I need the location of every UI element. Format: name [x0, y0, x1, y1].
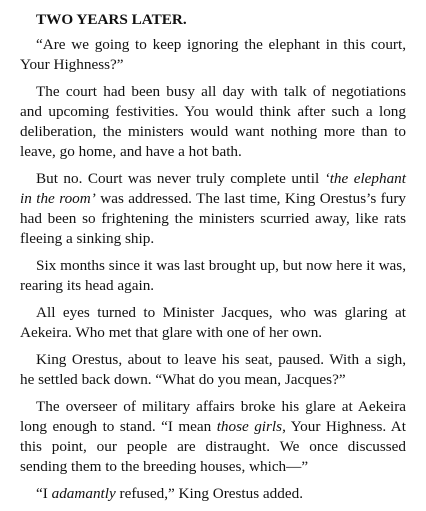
text-run: The overseer of military affairs broke his glare at Aekeira long enough to stand. “I mean [20, 398, 406, 435]
paragraph [20, 256, 406, 296]
text-run: , Your Highness. At this point, our people are distraught. We once discussed sending them to the breeding houses, which—” [20, 418, 406, 475]
text-run: refused,” King Orestus added. [115, 485, 303, 502]
book-page [20, 10, 406, 511]
paragraph [20, 169, 406, 249]
italic-text: those girls [216, 418, 283, 435]
text-run: “Are we going to keep ignoring the elephant in this court, Your Highness?” [20, 36, 406, 73]
paragraph [20, 82, 406, 162]
chapter-body [20, 35, 406, 504]
text-run: Six months since it was last brought up, but now here it was, rearing its head again. [20, 257, 406, 294]
paragraph [20, 484, 406, 504]
paragraph [20, 397, 406, 477]
text-run: The court had been busy all day with talk of negotiations and upcoming festivities. You would think after such a long deliberation, the ministers would want nothing more than to leave, go home, and have a hot bath. [20, 83, 406, 160]
text-run: was addressed. The last time, King Orestus’s fury had been so frightening the ministers scurried away, like rats fleeing a sinking ship. [20, 190, 406, 247]
text-run: King Orestus, about to leave his seat, paused. With a sigh, he settled back down. “What do you mean, Jacques?” [20, 351, 406, 388]
italic-text: adamantly [51, 485, 116, 502]
chapter-heading: TWO YEARS LATER. [36, 11, 187, 28]
text-run: But no. Court was never truly complete until [36, 170, 325, 187]
italic-text: ‘the elephant in the room’ [20, 170, 406, 207]
text-run: All eyes turned to Minister Jacques, who was glaring at Aekeira. Who met that glare with one of her own. [20, 304, 406, 341]
text-run: “I [36, 485, 52, 502]
paragraph [20, 35, 406, 75]
paragraph [20, 303, 406, 343]
paragraph [20, 350, 406, 390]
